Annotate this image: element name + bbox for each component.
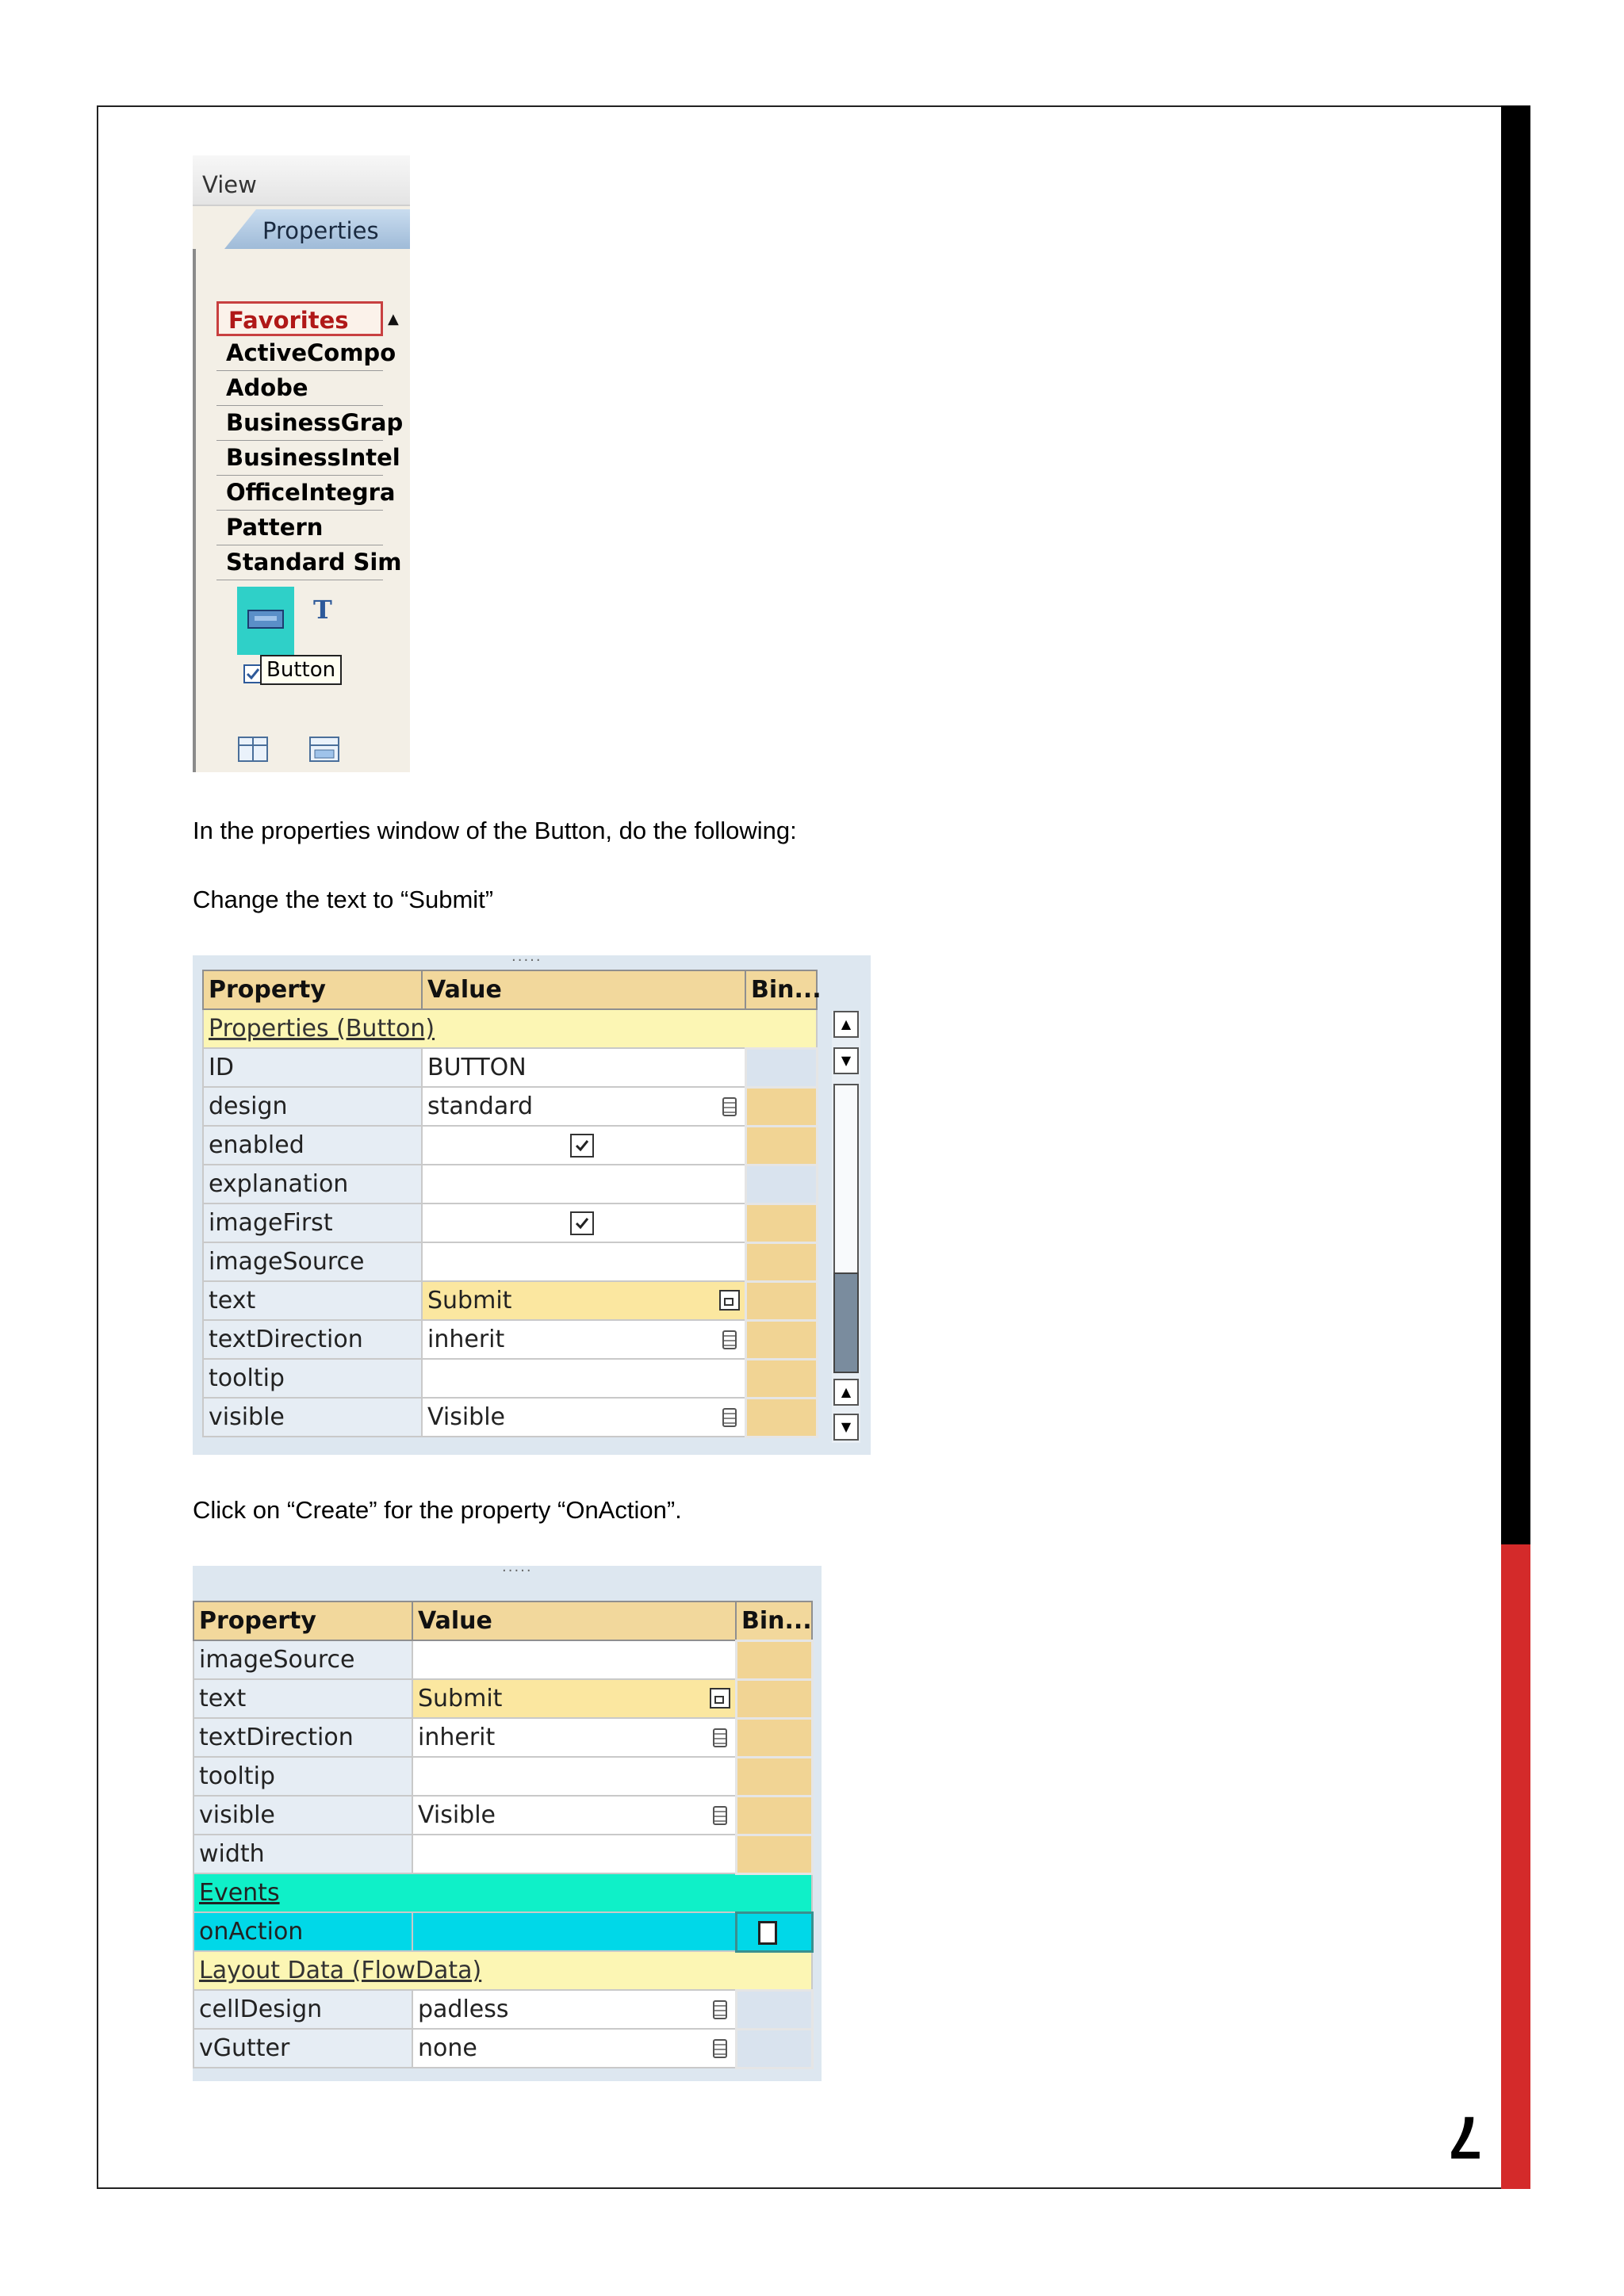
binding-cell[interactable] — [736, 1718, 812, 1757]
text-view-icon[interactable]: T — [313, 595, 332, 625]
divider — [193, 249, 196, 772]
create-action-button[interactable] — [736, 1912, 812, 1951]
popup-icon[interactable] — [710, 1688, 730, 1709]
dropdown-icon[interactable] — [722, 1330, 737, 1349]
table-row: enabled — [203, 1126, 817, 1165]
table-row: tooltip — [193, 1757, 812, 1796]
table-row: cellDesign padless — [193, 1990, 812, 2029]
binding-cell[interactable] — [736, 1835, 812, 1873]
side-band-red — [1501, 1544, 1530, 2189]
scroll-down-icon[interactable]: ▼ — [833, 1047, 859, 1074]
column-header-value[interactable]: Value — [422, 970, 745, 1009]
palette-item[interactable]: BusinessIntel — [216, 441, 383, 476]
dropdown-icon[interactable] — [713, 2000, 727, 2019]
side-band-black — [1501, 105, 1530, 1544]
table-row: imageFirst — [203, 1203, 817, 1242]
dropdown-icon[interactable] — [722, 1097, 737, 1116]
table-icon[interactable] — [237, 736, 269, 764]
binding-cell[interactable] — [745, 1203, 817, 1242]
table-row: imageSource — [193, 1640, 812, 1679]
view-menu[interactable]: View — [202, 171, 257, 198]
palette-list — [216, 301, 410, 580]
resize-handle[interactable]: ····· — [511, 952, 542, 969]
binding-cell[interactable] — [745, 1359, 817, 1398]
table-row: text Submit — [193, 1679, 812, 1718]
column-header-binding[interactable]: Bin... — [736, 1601, 812, 1640]
binding-cell[interactable] — [745, 1398, 817, 1437]
scroll-up-icon[interactable]: ▲ — [833, 1379, 859, 1406]
dropdown-icon[interactable] — [713, 1806, 727, 1825]
column-header-property[interactable]: Property — [193, 1601, 412, 1640]
binding-cell[interactable] — [736, 1757, 812, 1796]
table-row: design standard — [203, 1087, 817, 1126]
table-row: visible Visible — [203, 1398, 817, 1437]
table-row: textDirection inherit — [203, 1320, 817, 1359]
table-row: text Submit — [203, 1281, 817, 1320]
properties-window-2 — [193, 1563, 822, 2081]
dropdown-icon[interactable] — [722, 1408, 737, 1427]
vertical-scrollbar[interactable] — [832, 1011, 860, 1443]
scroll-up-icon[interactable]: ▲ — [833, 1011, 859, 1038]
table-icon[interactable] — [308, 736, 340, 764]
palette-item[interactable]: ActiveCompo — [216, 336, 383, 371]
dropdown-icon[interactable] — [713, 2039, 727, 2058]
column-header-property[interactable]: Property — [203, 970, 422, 1009]
binding-cell[interactable] — [745, 1320, 817, 1359]
table-row: vGutter none — [193, 2029, 812, 2068]
table-row: width — [193, 1835, 812, 1873]
table-row: tooltip — [203, 1359, 817, 1398]
instruction-text: Click on “Create” for the property “OnAction”. — [193, 1496, 682, 1524]
binding-cell[interactable] — [745, 1242, 817, 1281]
binding-cell[interactable] — [745, 1126, 817, 1165]
binding-cell[interactable] — [736, 1679, 812, 1718]
dropdown-icon[interactable] — [713, 1728, 727, 1747]
palette-screenshot — [193, 155, 410, 772]
palette-item[interactable]: BusinessGrap — [216, 406, 383, 441]
scroll-up-icon[interactable]: ▲ — [388, 311, 399, 327]
column-header-value[interactable]: Value — [412, 1601, 736, 1640]
palette-item[interactable]: Standard Sim — [216, 545, 383, 580]
section-header-layout[interactable]: Layout Data (FlowData) — [193, 1951, 812, 1990]
button-tooltip: Button — [260, 655, 342, 685]
section-header[interactable]: Properties (Button) — [203, 1009, 817, 1048]
scroll-down-icon[interactable]: ▼ — [833, 1414, 859, 1441]
palette-item[interactable]: Adobe — [216, 371, 383, 406]
properties-table — [202, 970, 822, 1438]
binding-cell[interactable] — [736, 1796, 812, 1835]
binding-cell[interactable] — [745, 1281, 817, 1320]
create-document-icon[interactable] — [758, 1921, 777, 1945]
scroll-thumb[interactable] — [833, 1272, 859, 1373]
properties-table — [193, 1601, 814, 2069]
table-row: ID BUTTON — [203, 1048, 817, 1087]
table-row: explanation — [203, 1165, 817, 1203]
table-row: imageSource — [203, 1242, 817, 1281]
table-row: visible Visible — [193, 1796, 812, 1835]
column-header-binding[interactable]: Bin... — [745, 970, 817, 1009]
instruction-text: In the properties window of the Button, do the following: — [193, 817, 797, 844]
enabled-checkbox[interactable] — [570, 1134, 594, 1158]
section-header-events[interactable]: Events — [193, 1873, 812, 1912]
palette-item[interactable]: OfficeIntegra — [216, 476, 383, 511]
tab-properties[interactable]: Properties — [262, 217, 379, 244]
palette-item-favorites[interactable]: Favorites — [216, 301, 383, 336]
palette-item[interactable]: Pattern — [216, 511, 383, 545]
resize-handle[interactable]: ····· — [502, 1563, 533, 1579]
table-row: textDirection inherit — [193, 1718, 812, 1757]
properties-window-1 — [193, 952, 871, 1455]
imagefirst-checkbox[interactable] — [570, 1211, 594, 1235]
page-number: 7 — [1448, 2103, 1483, 2171]
binding-cell[interactable] — [745, 1087, 817, 1126]
table-row-onaction: onAction — [193, 1912, 812, 1951]
button-icon[interactable] — [237, 587, 294, 655]
binding-cell[interactable] — [736, 1640, 812, 1679]
popup-icon[interactable] — [719, 1290, 740, 1311]
instruction-text: Change the text to “Submit” — [193, 886, 494, 913]
